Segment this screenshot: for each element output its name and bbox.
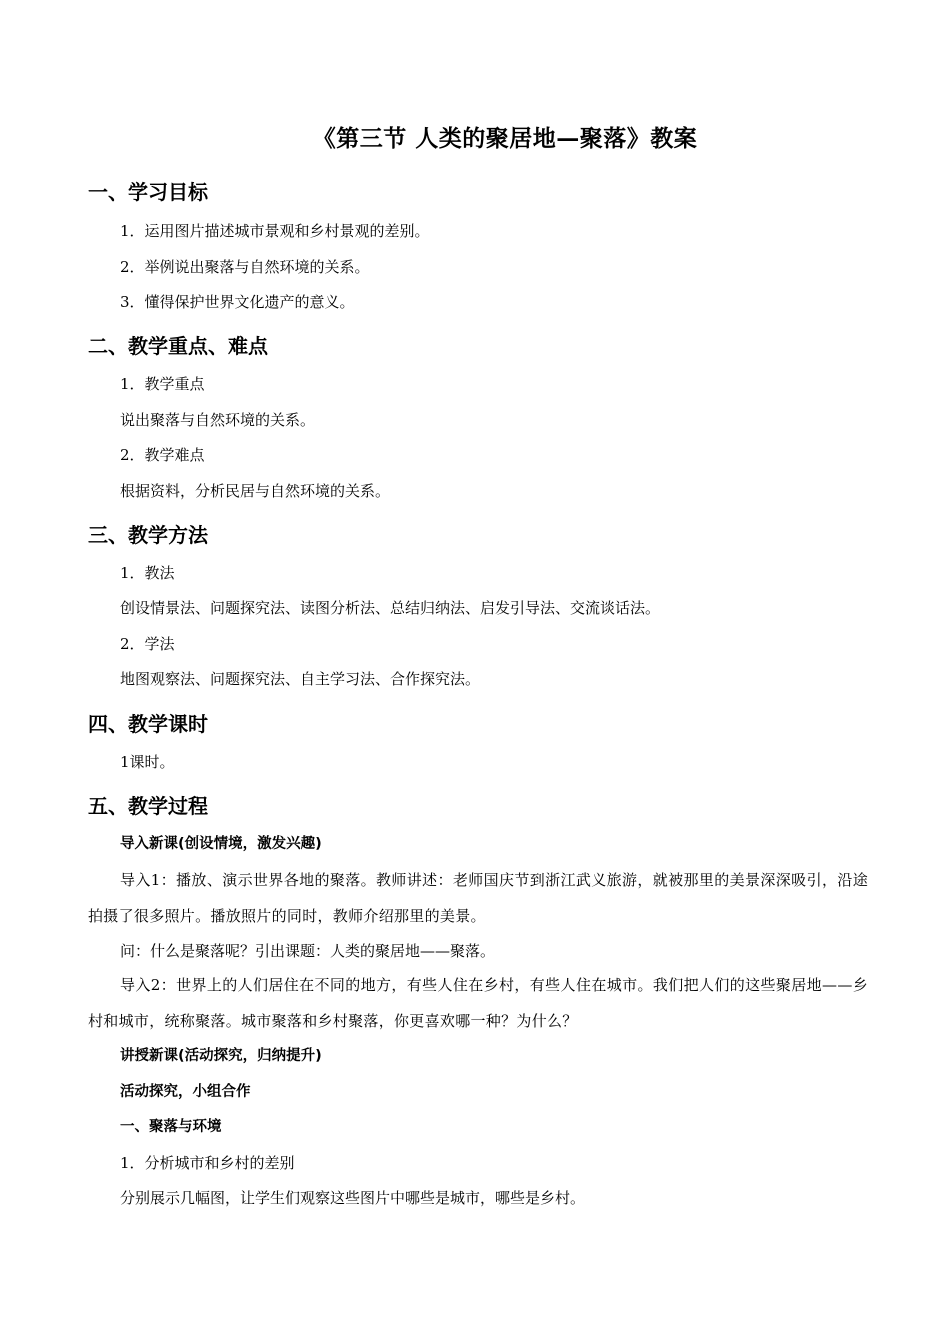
periods-text: 1课时。 <box>120 753 175 771</box>
objective-item-2: 2．举例说出聚落与自然环境的关系。 <box>120 258 370 276</box>
section-heading-objectives: 一、学习目标 <box>88 180 208 204</box>
section-heading-methods: 三、教学方法 <box>88 523 208 547</box>
difficult-point-text: 根据资料，分析民居与自然环境的关系。 <box>120 482 391 500</box>
learning-method-text: 地图观察法、问题探究法、自主学习法、合作探究法。 <box>120 670 481 688</box>
question-paragraph: 问：什么是聚落呢？引出课题：人类的聚居地——聚落。 <box>120 942 496 960</box>
objective-item-1: 1．运用图片描述城市景观和乡村景观的差别。 <box>120 222 430 240</box>
section-heading-periods: 四、教学课时 <box>88 712 208 736</box>
activity-heading: 活动探究，小组合作 <box>120 1084 251 1100</box>
intro-paragraph-1: 导入1：播放、演示世界各地的聚落。教师讲述：老师国庆节到浙江武义旅游，就被那里的美景深深吸引，沿途拍摄了很多照片。播放照片的同时，教师介绍那里的美景。 <box>88 871 868 925</box>
intro-heading: 导入新课(创设情境，激发兴趣) <box>120 836 322 852</box>
section-heading-process: 五、教学过程 <box>88 794 208 818</box>
document-title-text: 《第三节 人类的聚居地—聚落》教案 <box>312 125 698 152</box>
key-point-label: 1．教学重点 <box>120 375 205 393</box>
teaching-method-text: 创设情景法、问题探究法、读图分析法、总结归纳法、启发引导法、交流谈话法。 <box>120 599 661 617</box>
teaching-method-label: 1．教法 <box>120 564 175 582</box>
objective-item-3: 3．懂得保护世界文化遗产的意义。 <box>120 293 355 311</box>
city-village-item: 1．分析城市和乡村的差别 <box>120 1154 295 1172</box>
settlement-environment-heading: 一、聚落与环境 <box>120 1119 222 1135</box>
document-title <box>0 120 950 153</box>
new-lesson-heading: 讲授新课(活动探究，归纳提升) <box>120 1048 322 1064</box>
key-point-text: 说出聚落与自然环境的关系。 <box>120 411 316 429</box>
city-village-text: 分别展示几幅图，让学生们观察这些图片中哪些是城市，哪些是乡村。 <box>120 1189 586 1207</box>
section-heading-key-points: 二、教学重点、难点 <box>88 334 268 358</box>
intro-paragraph-2: 导入2：世界上的人们居住在不同的地方，有些人住在乡村，有些人住在城市。我们把人们的这些聚居地——乡村和城市，统称聚落。城市聚落和乡村聚落，你更喜欢哪一种？为什么？ <box>88 976 868 1030</box>
learning-method-label: 2．学法 <box>120 635 175 653</box>
difficult-point-label: 2．教学难点 <box>120 446 205 464</box>
